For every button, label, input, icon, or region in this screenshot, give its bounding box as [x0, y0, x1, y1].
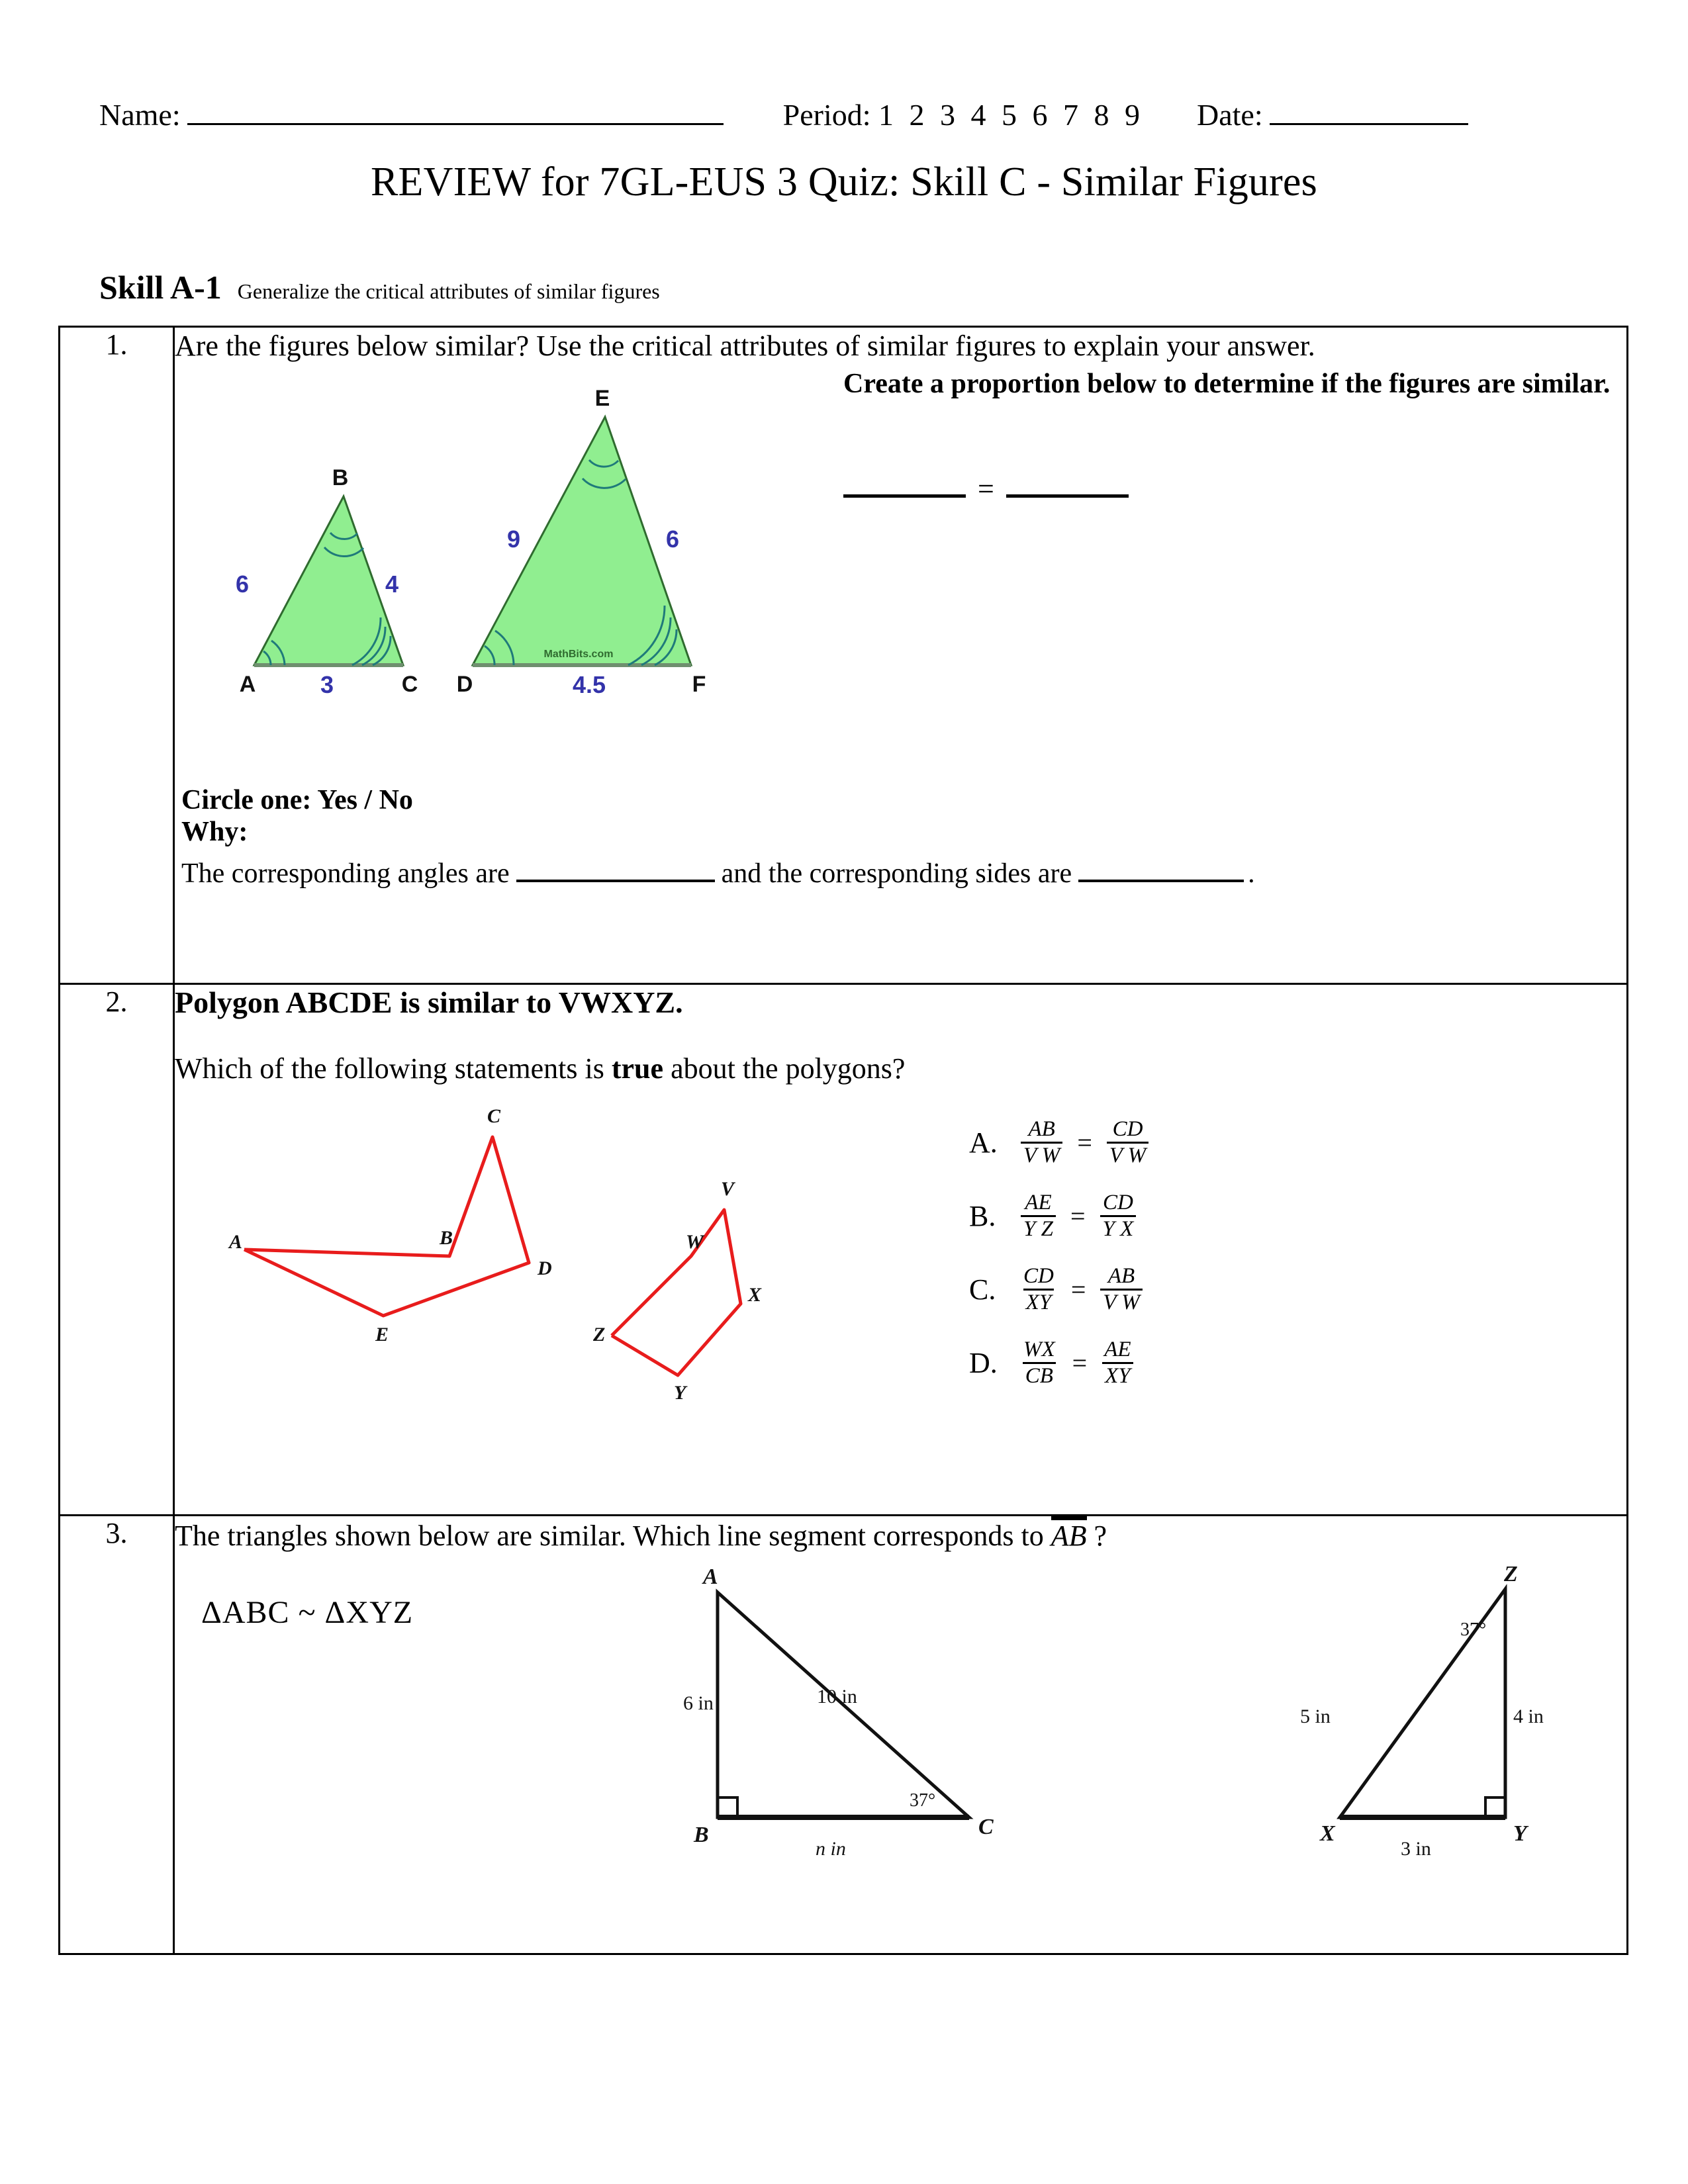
polygon-label-Z: Z — [593, 1324, 606, 1345]
why-fill-sentence — [181, 854, 1658, 889]
question-3-body — [174, 1516, 1628, 1954]
vertex-label-A: A — [703, 1565, 718, 1589]
polygon-label-B: B — [440, 1227, 453, 1249]
side-label-AB-6in: 6 in — [683, 1692, 714, 1714]
choice-a-equals: = — [1077, 1127, 1092, 1158]
choice-b-right-fraction — [1100, 1191, 1137, 1242]
choice-a-left-denominator: V W — [1021, 1142, 1062, 1168]
polygon-label-E: E — [375, 1324, 389, 1345]
question-1-body — [174, 327, 1628, 984]
questions-table — [58, 326, 1628, 1955]
choice-a-left-fraction — [1021, 1117, 1062, 1168]
choice-d-left-denominator: CB — [1023, 1362, 1056, 1388]
date-blank[interactable] — [1270, 93, 1468, 125]
name-label: Name: — [99, 98, 181, 132]
side-label-AC: 3 — [320, 671, 334, 698]
similar-triangles-figure — [228, 374, 744, 745]
polygon-label-D: D — [538, 1257, 552, 1279]
choice-b-right-numerator: CD — [1102, 1190, 1133, 1214]
side-label-BC: 4 — [385, 570, 399, 598]
choice-b-left-numerator: AE — [1025, 1190, 1052, 1214]
choice-b-left-fraction — [1021, 1191, 1056, 1242]
choice-b-left-denominator: Y Z — [1021, 1215, 1056, 1242]
vertex-label-C: C — [978, 1815, 994, 1839]
choice-d-right-denominator: XY — [1102, 1362, 1133, 1388]
figure-watermark: MathBits.com — [543, 649, 614, 660]
question-number: 1. — [60, 327, 174, 984]
side-label-ZY-4in: 4 in — [1513, 1706, 1544, 1727]
vertex-label-Y: Y — [1513, 1821, 1527, 1846]
date-label: Date: — [1197, 98, 1263, 132]
question-2-subprompt — [175, 1052, 1626, 1085]
question-1-prompt: Are the figures below similar? Use the critical attributes of similar figures to explain your answer. — [175, 330, 1315, 362]
choice-d-letter: D. — [969, 1346, 998, 1379]
choice-c-left-denominator: XY — [1023, 1289, 1055, 1315]
vertex-label-A: A — [239, 672, 256, 697]
table-row — [60, 327, 1628, 984]
proportion-equals: = — [978, 472, 994, 505]
choice-a-right-fraction — [1107, 1117, 1149, 1168]
polygon-label-C: C — [487, 1105, 501, 1127]
choice-b[interactable] — [969, 1191, 1565, 1242]
fill-text-part1: The corresponding angles are — [181, 858, 510, 889]
choice-a-right-denominator: V W — [1107, 1142, 1149, 1168]
question-number: 3. — [60, 1516, 174, 1954]
choice-d[interactable] — [969, 1338, 1565, 1388]
proportion-left-blank[interactable] — [843, 479, 966, 498]
side-label-AC-10in: 10 in — [817, 1686, 857, 1707]
subprompt-suffix: about the polygons? — [663, 1052, 906, 1085]
choice-d-right-numerator: AE — [1104, 1337, 1131, 1361]
choice-c-right-fraction — [1100, 1264, 1142, 1315]
polygon-label-W: W — [686, 1231, 704, 1253]
polygon-label-X: X — [748, 1284, 762, 1306]
side-label-EF: 6 — [665, 525, 680, 553]
subprompt-bold: true — [611, 1052, 664, 1085]
angles-answer-blank[interactable] — [516, 854, 715, 882]
table-row — [60, 984, 1628, 1516]
vertex-label-Z: Z — [1504, 1562, 1518, 1586]
proportion-right-blank[interactable] — [1006, 479, 1129, 498]
segment-ab-overline: AB — [1051, 1516, 1087, 1551]
fill-text-end: . — [1248, 858, 1255, 889]
proportion-entry-row — [843, 472, 1658, 506]
period-numbers[interactable]: 1 2 3 4 5 6 7 8 9 — [878, 98, 1145, 132]
choice-a-right-numerator: CD — [1112, 1117, 1143, 1141]
skill-heading — [99, 268, 660, 306]
why-label: Why: — [181, 817, 248, 847]
choice-c-left-fraction — [1021, 1264, 1056, 1315]
subprompt-prefix: Which of the following statements is — [175, 1052, 612, 1085]
question-3-prompt-prefix: The triangles shown below are similar. Which line segment corresponds to — [175, 1520, 1051, 1552]
table-row — [60, 1516, 1628, 1954]
polygon-label-V: V — [721, 1178, 735, 1200]
choice-d-right-fraction — [1102, 1338, 1133, 1388]
angle-label-Z-37: 37° — [1460, 1619, 1487, 1640]
circle-one-label[interactable]: Circle one: Yes / No — [181, 785, 413, 815]
side-label-BC-nin: n in — [816, 1838, 846, 1860]
period-label: Period: — [782, 98, 871, 132]
page-title: REVIEW for 7GL-EUS 3 Quiz: Skill C - Similar Figures — [371, 159, 1317, 205]
angle-label-C-37: 37° — [910, 1790, 936, 1811]
choice-a-left-numerator: AB — [1028, 1117, 1055, 1141]
choice-c-left-numerator: CD — [1023, 1263, 1054, 1288]
choice-b-equals: = — [1070, 1201, 1086, 1231]
period-group — [783, 97, 1144, 132]
vertex-label-E: E — [594, 386, 610, 411]
choice-c-right-denominator: V W — [1100, 1289, 1142, 1315]
vertex-label-F: F — [692, 672, 706, 697]
question-1-side-panel — [843, 366, 1658, 506]
choice-b-letter: B. — [969, 1199, 996, 1232]
question-3-prompt — [175, 1516, 1626, 1553]
side-label-AB: 6 — [235, 570, 250, 598]
similar-polygons-figure — [214, 1097, 929, 1468]
vertex-label-B: B — [332, 465, 349, 490]
vertex-label-X: X — [1320, 1821, 1335, 1846]
question-2-body — [174, 984, 1628, 1516]
question-2-title: Polygon ABCDE is similar to VWXYZ. — [175, 985, 683, 1019]
create-proportion-prompt: Create a proportion below to determine if the figures are similar. — [843, 369, 1611, 399]
choice-a[interactable] — [969, 1117, 1565, 1168]
side-label-XZ-5in: 5 in — [1300, 1706, 1331, 1727]
side-label-DF: 4.5 — [572, 671, 606, 698]
vertex-label-B: B — [694, 1823, 709, 1847]
right-triangles-figure — [651, 1556, 1644, 1887]
question-number: 2. — [60, 984, 174, 1516]
choice-d-left-fraction — [1021, 1338, 1058, 1388]
header-row — [99, 93, 1595, 132]
choice-d-equals: = — [1072, 1347, 1088, 1378]
vertex-label-C: C — [401, 672, 418, 697]
question-1-answer-area — [181, 784, 1658, 889]
choice-c-letter: C. — [969, 1273, 996, 1306]
similarity-statement: ΔABC ~ ΔXYZ — [201, 1595, 414, 1630]
question-2-choices — [969, 1117, 1565, 1411]
question-3-prompt-suffix: ? — [1086, 1520, 1107, 1552]
skill-description: Generalize the critical attributes of similar figures — [237, 279, 660, 303]
polygon-label-A: A — [229, 1231, 243, 1253]
sides-answer-blank[interactable] — [1078, 854, 1244, 882]
choice-b-right-denominator: Y X — [1100, 1215, 1137, 1242]
side-label-DE: 9 — [506, 525, 521, 553]
choice-a-letter: A. — [969, 1126, 998, 1159]
choice-c[interactable] — [969, 1264, 1565, 1315]
polygon-label-Y: Y — [674, 1382, 686, 1404]
vertex-label-D: D — [456, 672, 473, 697]
choice-c-equals: = — [1070, 1274, 1086, 1304]
choice-d-left-numerator: WX — [1023, 1337, 1055, 1361]
fill-text-part2: and the corresponding sides are — [721, 858, 1072, 889]
side-label-XY-3in: 3 in — [1401, 1838, 1431, 1860]
choice-c-right-numerator: AB — [1107, 1263, 1135, 1288]
name-blank[interactable] — [187, 93, 724, 125]
skill-code: Skill A-1 — [99, 269, 222, 306]
